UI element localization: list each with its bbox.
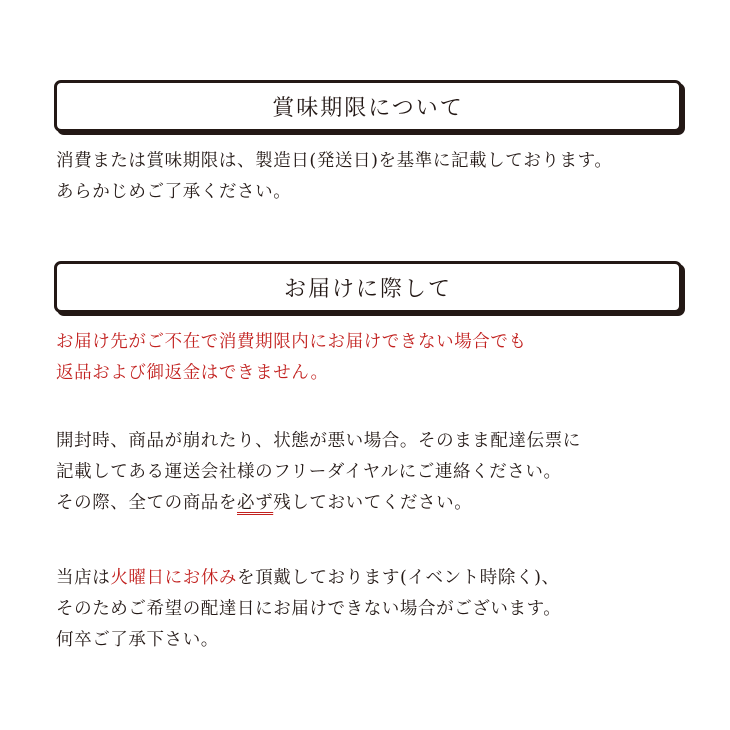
expiry-line-1: 消費または賞味期限は、製造日(発送日)を基準に記載しております。 — [56, 151, 613, 171]
delivery-heading-box — [54, 261, 682, 313]
damage-paragraph — [56, 426, 581, 519]
warning-line-1: お届け先がご不在で消費期限内にお届けできない場合でも — [56, 332, 527, 352]
holiday-line-1 — [56, 563, 561, 594]
expiry-heading-box — [54, 80, 682, 132]
delivery-warning-paragraph — [56, 327, 527, 389]
damage-line-2: 記載してある運送会社様のフリーダイヤルにご連絡ください。 — [56, 462, 562, 482]
delivery-heading: お届けに際して — [283, 276, 452, 302]
holiday-line-3: 何卒ご了承下さい。 — [56, 630, 219, 650]
holiday-suffix: を頂戴しております(イベント時除く)、 — [237, 568, 560, 588]
holiday-prefix: 当店は — [56, 568, 111, 588]
holiday-closed-highlight: お休み — [182, 568, 238, 588]
damage-line-3 — [56, 488, 581, 519]
holiday-middle: に — [164, 568, 183, 588]
damage-line-1: 開封時、商品が崩れたり、状態が悪い場合。そのまま配達伝票に — [56, 431, 581, 451]
warning-line-2: 返品および御返金はできません。 — [56, 363, 329, 383]
damage-line-3-before: その際、全ての商品を — [56, 493, 237, 513]
emphasis-must: 必ず — [237, 493, 274, 513]
expiry-paragraph — [56, 146, 612, 208]
damage-line-3-after: 残しておいてください。 — [273, 493, 473, 513]
expiry-heading: 賞味期限について — [272, 95, 464, 121]
holiday-line-2: そのためご希望の配達日にお届けできない場合がございます。 — [56, 599, 562, 619]
holiday-paragraph — [56, 563, 561, 656]
holiday-day-highlight: 火曜日 — [110, 568, 165, 588]
expiry-line-2: あらかじめご了承ください。 — [56, 182, 292, 202]
